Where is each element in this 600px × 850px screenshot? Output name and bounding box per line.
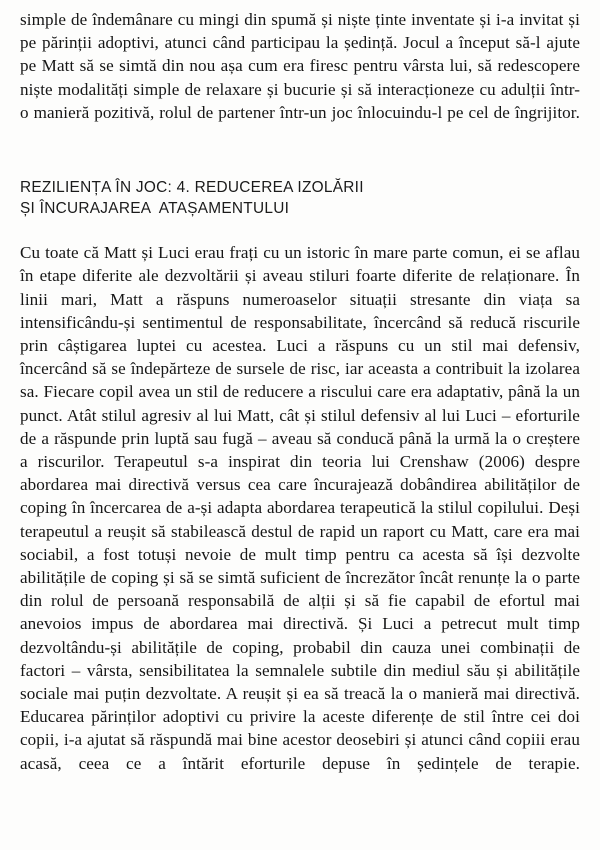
section-heading-line-1: REZILIENȚA ÎN JOC: 4. REDUCEREA IZOLĂRII (20, 179, 364, 197)
page-content-column (20, 8, 580, 798)
paragraph-body: Cu toate că Matt și Luci erau frați cu un istoric în mare parte comun, ei se aflau în etape diferite ale dezvoltării și aveau stiluri foarte diferite de relaționare. În linii mari, Matt a răspuns numeroaselor situații stresante din viața sa intensificându-și sentimentul de responsabilitate, încercând să reducă riscurile prin câștigarea luptei cu acestea. Luci a răspuns cu un stil mai defensiv, încercând să se îndepărteze de sursele de risc, iar aceasta a contribuit la izolarea sa. Fiecare copil avea un stil de reducere a riscului care era adaptativ, până la un punct. Atât stilul agresiv al lui Matt, cât și stilul defensiv al lui Luci – eforturile de a răspunde prin luptă sau fugă – aveau să conducă până la urmă la o creștere a riscurilor. Terapeutul s-a inspirat din teoria lui Crenshaw (2006) despre abordarea mai directivă versus cea care încurajează dobândirea abilităților de coping în încercarea de a-și adapta abordarea terapeutică la stilul copilului. Deși terapeutul a reușit să stabilească destul de rapid un raport cu Matt, care era mai sociabil, a fost totuși nevoie de mult timp pentru ca acesta să își dezvolte abilitățile de coping și să se simtă suficient de încrezător încât renunțe la o parte din rolul de persoană responsabilă de alții și să fie capabil de efortul mai anevoios impus de abordarea mai directivă. Și Luci a petrecut mult timp dezvoltându-și abilitățile de coping, probabil din cauza unei combinații de factori – vârsta, sensibilitatea la semnalele subtile din mediul său și abilitățile sociale mai puțin dezvoltate. A reușit și ea să treacă la o manieră mai directivă. Educarea părinților adoptivi cu privire la aceste diferențe de stil între cei doi copii, i-a ajutat să răspundă mai bine acestor deosebiri și atunci când copiii erau acasă, ceea ce a întărit eforturile depuse în ședințele de terapie. (20, 243, 580, 773)
paragraph-intro: simple de îndemânare cu mingi din spumă și niște ținte inventate și i-a invitat și pe părinții adoptivi, atunci când participau la ședință. Jocul a început să-l ajute pe Matt să se simtă din nou așa cum era firesc pentru vârsta lui, să redescopere niște modalități simple de relaxare și bucurie și să interacționeze cu adulții într-o manieră pozitivă, rolul de partener într-un joc înlocuindu-l pe cel de îngrijitor. (20, 10, 580, 122)
section-heading-text (20, 177, 580, 219)
section-heading-line-2: ȘI ÎNCURAJAREA ATAȘAMENTULUI (20, 200, 290, 218)
section-heading (20, 177, 580, 219)
